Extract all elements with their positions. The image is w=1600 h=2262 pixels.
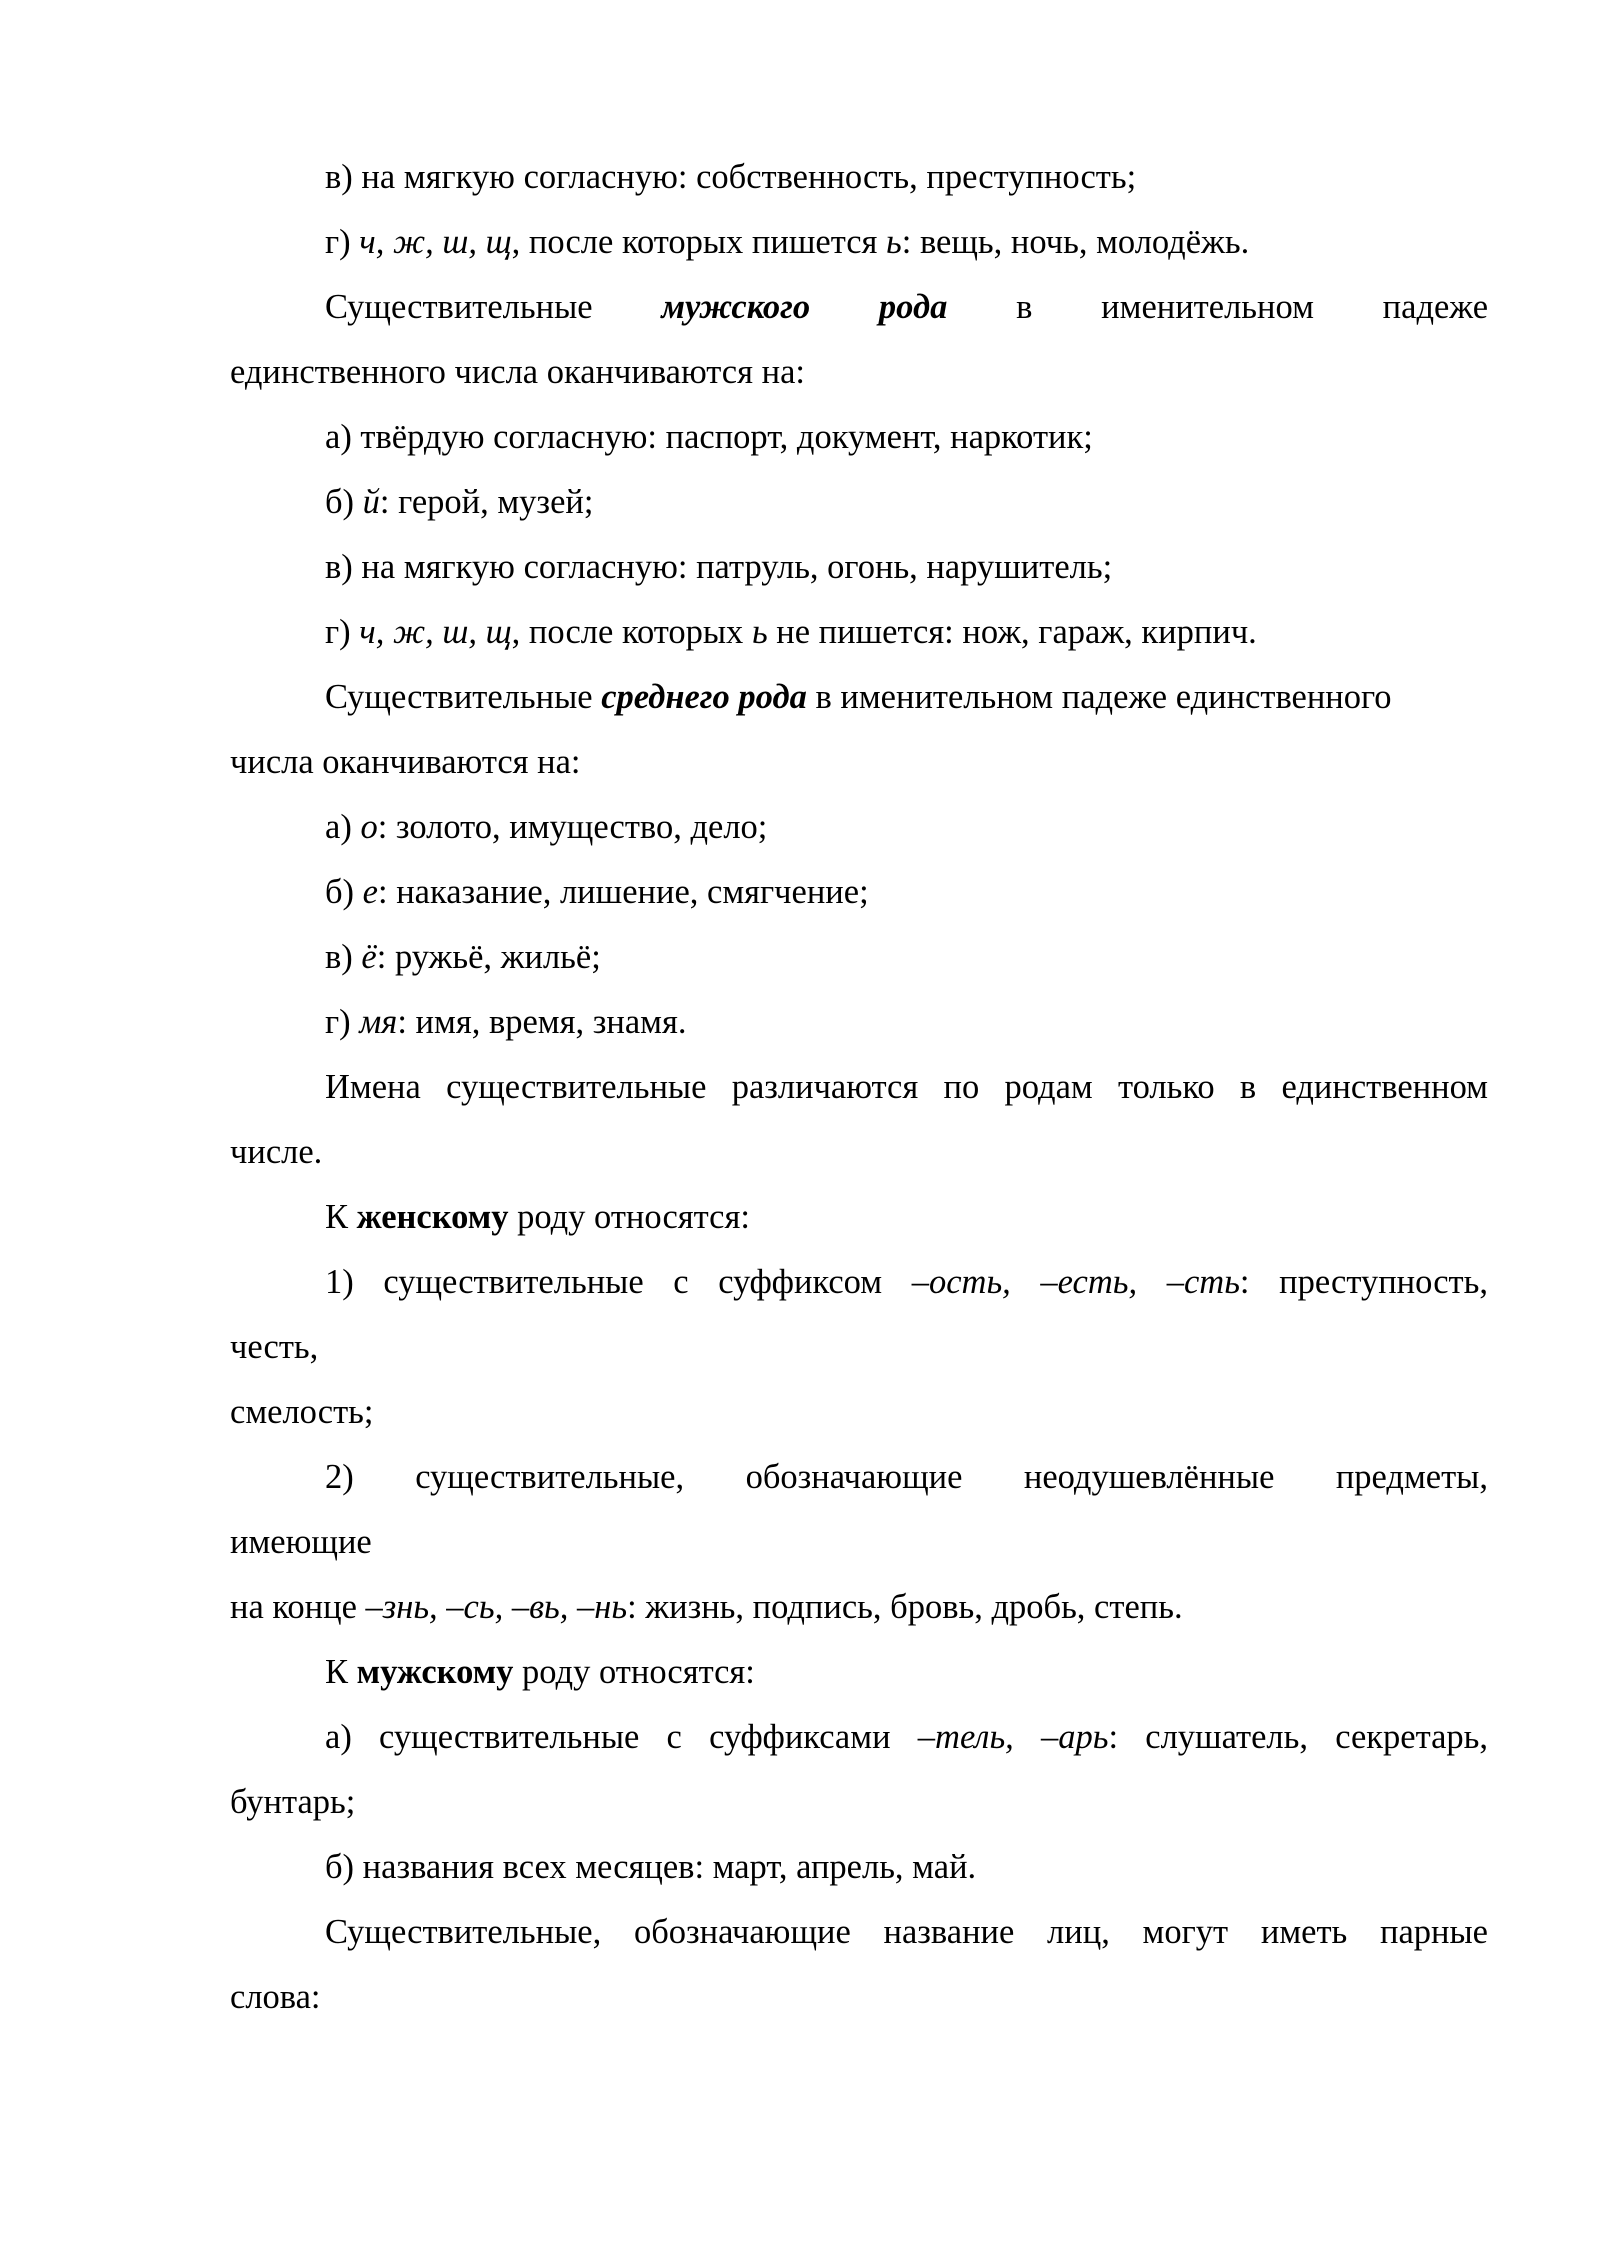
text: : наказание, лишение, смягчение; — [378, 873, 869, 911]
paragraph-months — [230, 1835, 1488, 1900]
text: г) — [325, 223, 360, 261]
text: Существительные — [325, 288, 662, 326]
text: в именительном падеже единственного — [806, 678, 1392, 716]
text: роду относятся: — [513, 1653, 755, 1691]
paragraph-feminine-soft — [230, 145, 1488, 210]
paragraph-masculine-hushing — [230, 600, 1488, 665]
line: числе. — [230, 1133, 323, 1171]
line — [230, 1705, 1488, 1770]
text: : вещь, ночь, молодёжь. — [901, 223, 1250, 261]
bold-term: мужскому — [356, 1653, 514, 1691]
line — [230, 275, 1488, 340]
text: , после которых — [511, 613, 752, 651]
line: честь, — [230, 1328, 319, 1366]
italic-letters: ч, ж, ш, щ — [359, 613, 512, 651]
paragraph-masculine-hard — [230, 405, 1488, 470]
italic-letter: й — [362, 483, 380, 521]
italic-letters: мя — [359, 1003, 398, 1041]
paragraph-masculine-suffix — [230, 1705, 1488, 1835]
paragraph-feminine-suffix — [230, 1250, 1488, 1445]
paragraph-neuter-yo — [230, 925, 1488, 990]
paragraph-neuter-o — [230, 795, 1488, 860]
line: числа оканчиваются на: — [230, 743, 581, 781]
bold-term: женскому — [356, 1198, 509, 1236]
line: смелость; — [230, 1393, 374, 1431]
text: К — [325, 1198, 357, 1236]
text: : имя, время, знамя. — [397, 1003, 687, 1041]
text: не пишется: нож, гараж, кирпич. — [767, 613, 1257, 651]
text: : золото, имущество, дело; — [377, 808, 768, 846]
paragraph-feminine-inanimate — [230, 1445, 1488, 1640]
italic-suffixes: –ость, –есть, –сть — [911, 1263, 1240, 1301]
bold-italic-term: мужского рода — [661, 288, 948, 326]
italic-letters: ч, ж, ш, щ — [359, 223, 512, 261]
text: , после которых пишется — [511, 223, 887, 261]
line: бунтарь; — [230, 1783, 356, 1821]
text: : слушатель, секретарь, — [1108, 1718, 1489, 1756]
text: : герой, музей; — [379, 483, 594, 521]
text: г) — [325, 613, 360, 651]
text: б) названия всех месяцев: март, апрель, май. — [325, 1848, 977, 1886]
text: а) твёрдую согласную: паспорт, документ, наркотик; — [325, 418, 1093, 456]
line — [230, 1575, 1488, 1640]
line: 2) существительные, обозначающие неодушевлённые предметы, — [325, 1458, 1488, 1496]
text: б) — [325, 483, 363, 521]
paragraph-neuter-intro — [230, 665, 1488, 795]
text: роду относятся: — [508, 1198, 750, 1236]
line: имеющие — [230, 1523, 372, 1561]
paragraph-feminine-hushing — [230, 210, 1488, 275]
text: Существительные — [325, 678, 602, 716]
paragraph-masculine-heading — [230, 1640, 1488, 1705]
line: единственного числа оканчиваются на: — [230, 353, 805, 391]
paragraph-neuter-e — [230, 860, 1488, 925]
italic-letter: о — [360, 808, 378, 846]
text: в) на мягкую согласную: патруль, огонь, нарушитель; — [325, 548, 1113, 586]
line: Существительные, обозначающие название лиц, могут иметь парные — [325, 1913, 1488, 1951]
text: в) — [325, 938, 362, 976]
text: К — [325, 1653, 357, 1691]
text: : преступность, — [1239, 1263, 1488, 1301]
line: слова: — [230, 1978, 321, 2016]
text: а) — [325, 808, 361, 846]
bold-italic-term: среднего рода — [601, 678, 807, 716]
italic-letter: ь — [751, 613, 768, 651]
italic-suffixes: –знь, –сь, –вь, –нь — [365, 1588, 628, 1626]
italic-suffixes: –тель, –арь — [917, 1718, 1109, 1756]
text: на конце — [230, 1588, 366, 1626]
italic-letter: ё — [361, 938, 377, 976]
text: в) на мягкую согласную: собственность, преступность; — [325, 158, 1137, 196]
paragraph-masculine-soft — [230, 535, 1488, 600]
text: а) существительные с суффиксами — [325, 1718, 918, 1756]
text: : жизнь, подпись, бровь, дробь, степь. — [627, 1588, 1183, 1626]
paragraph-masculine-intro — [230, 275, 1488, 405]
italic-letter: е — [362, 873, 378, 911]
line: Имена существительные различаются по родам только в единственном — [325, 1068, 1488, 1106]
paragraph-masculine-y — [230, 470, 1488, 535]
text: в именительном падеже — [947, 288, 1489, 326]
text: г) — [325, 1003, 360, 1041]
paragraph-gender-singular — [230, 1055, 1488, 1185]
paragraph-paired-words — [230, 1900, 1488, 2030]
paragraph-neuter-mya — [230, 990, 1488, 1055]
line — [230, 665, 1488, 730]
text: : ружьё, жильё; — [376, 938, 601, 976]
text: б) — [325, 873, 363, 911]
text: 1) существительные с суффиксом — [325, 1263, 912, 1301]
paragraph-feminine-heading — [230, 1185, 1488, 1250]
italic-letter: ь — [886, 223, 902, 261]
line — [230, 1250, 1488, 1315]
